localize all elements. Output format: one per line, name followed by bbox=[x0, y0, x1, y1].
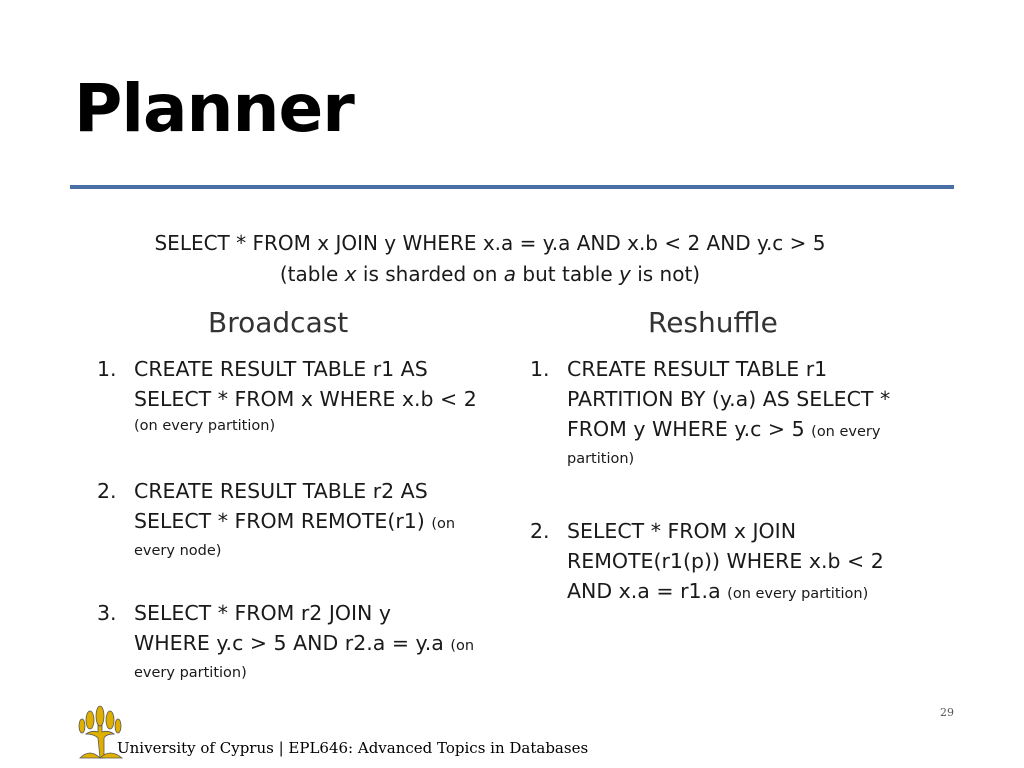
step-line: REMOTE(r1(p)) WHERE x.b < 2 bbox=[567, 549, 884, 573]
broadcast-heading: Broadcast bbox=[208, 306, 349, 339]
step-line: SELECT * FROM r2 JOIN y bbox=[134, 601, 392, 625]
step-note-tail: partition) bbox=[567, 451, 635, 467]
slide-title: Planner bbox=[74, 70, 354, 147]
query-text: is not) bbox=[630, 262, 701, 286]
footer-text: University of Cyprus | EPL646: Advanced Topics in Databases bbox=[117, 739, 589, 757]
step-number: 2. bbox=[97, 479, 117, 503]
step-line: WHERE y.c > 5 AND r2.a = y.a bbox=[134, 631, 444, 655]
step-number: 1. bbox=[97, 357, 117, 381]
query-text: is sharded on bbox=[356, 262, 504, 286]
sql-query bbox=[60, 228, 920, 290]
slide-number: 29 bbox=[940, 706, 954, 719]
step-line: AND x.a = r1.a bbox=[567, 579, 721, 603]
query-italic-y: y bbox=[619, 262, 631, 286]
step-line: FROM y WHERE y.c > 5 bbox=[567, 417, 805, 441]
step-number: 1. bbox=[530, 357, 550, 381]
query-line-1: SELECT * FROM x JOIN y WHERE x.a = y.a AND x.b < 2 AND y.c > 5 bbox=[154, 231, 826, 255]
step-line-with-note bbox=[567, 414, 890, 447]
step-line: SELECT * FROM x WHERE x.b < 2 bbox=[134, 387, 477, 411]
step-number: 3. bbox=[97, 601, 117, 625]
step-line-with-note bbox=[134, 506, 455, 539]
query-text: but table bbox=[516, 262, 620, 286]
step-line-with-note bbox=[567, 576, 884, 609]
query-line-2 bbox=[60, 259, 920, 290]
step-note: (on bbox=[450, 638, 475, 654]
step-line: CREATE RESULT TABLE r1 AS bbox=[134, 357, 428, 381]
step-note: (on bbox=[431, 516, 456, 532]
query-text: (table bbox=[279, 262, 345, 286]
step-note: (on every partition) bbox=[727, 586, 869, 602]
step-number: 2. bbox=[530, 519, 550, 543]
step-line-with-note bbox=[134, 628, 474, 661]
title-underline bbox=[70, 185, 954, 189]
step-line: CREATE RESULT TABLE r2 AS bbox=[134, 479, 428, 503]
step-note-tail: every node) bbox=[134, 543, 222, 559]
step-line: PARTITION BY (y.a) AS SELECT * bbox=[567, 387, 891, 411]
step-line: SELECT * FROM x JOIN bbox=[567, 519, 797, 543]
step-line: CREATE RESULT TABLE r1 bbox=[567, 357, 828, 381]
step-line: SELECT * FROM REMOTE(r1) bbox=[134, 509, 425, 533]
step-note: (on every partition) bbox=[134, 418, 276, 434]
query-italic-x: x bbox=[344, 262, 357, 286]
step-note-tail: every partition) bbox=[134, 665, 247, 681]
step-note: (on every bbox=[811, 424, 881, 440]
reshuffle-heading: Reshuffle bbox=[648, 306, 778, 339]
query-italic-a: a bbox=[503, 262, 517, 286]
